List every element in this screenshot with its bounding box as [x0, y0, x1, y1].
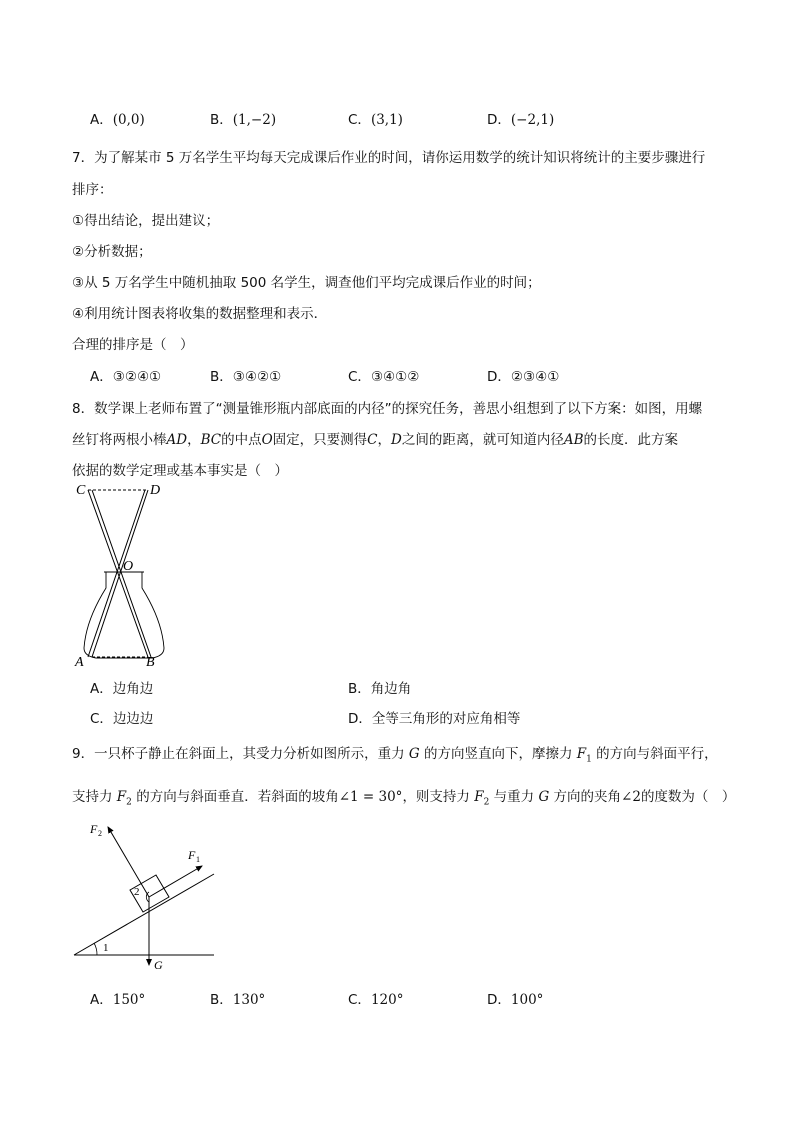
q8-stem-line3: 依据的数学定理或基本事实是（ ） — [72, 463, 288, 479]
q7-step-2: ②分析数据； — [72, 244, 152, 260]
angle-1-arc — [94, 943, 97, 955]
q9-stem-line2: 支持力 $F_2$ 的方向与斜面垂直．若斜面的坡角∠1 = 30°，则支持力 $F_2$ 与重力 G 方向的夹角∠2的度数为（ ） — [72, 789, 736, 808]
label-angle-2: 2 — [134, 886, 140, 898]
q8-option-b: B．角边角 — [348, 681, 412, 697]
q7-option-a: A．③②④① — [90, 369, 162, 385]
q8-stem-line2: 丝钉将两根小棒AD，BC的中点O固定，只要测得C，D之间的距离，就可知道内径AB的长度．此方案 — [72, 432, 679, 448]
q6-option-b: B．(1,−2) — [210, 112, 277, 128]
label-o: O — [123, 559, 134, 574]
q7-question: 合理的排序是（ ） — [72, 337, 194, 353]
q9-option-d: D．100° — [487, 992, 544, 1008]
q8-option-c: C．边边边 — [90, 711, 154, 727]
q9-stem-line1: 9．一只杯子静止在斜面上，其受力分析如图所示，重力 G 的方向竖直向下，摩擦力 $F_1$ 的方向与斜面平行， — [72, 746, 718, 765]
q8-option-d: D．全等三角形的对应角相等 — [348, 711, 521, 727]
flask-figure — [70, 480, 180, 670]
q6-option-a: A．(0,0) — [90, 112, 145, 128]
label-angle-1: 1 — [103, 942, 109, 954]
incline-line — [74, 874, 214, 955]
label-f2-sub: 2 — [98, 829, 102, 838]
label-f2: F — [90, 822, 98, 836]
label-f1: F — [188, 848, 196, 862]
q7-step-4: ④利用统计图表将收集的数据整理和表示． — [72, 306, 328, 322]
q8-option-a: A．边角边 — [90, 681, 154, 697]
label-c: C — [76, 483, 86, 498]
q7-option-b: B．③④②① — [210, 369, 282, 385]
incline-figure — [70, 815, 220, 975]
q7-stem-line2: 排序： — [72, 182, 113, 198]
q9-option-c: C．120° — [348, 992, 404, 1008]
q7-step-3: ③从 5 万名学生中随机抽取 500 名学生，调查他们平均完成课后作业的时间； — [72, 275, 541, 291]
label-g: G — [154, 958, 163, 972]
q6-option-d: D．(−2,1) — [487, 112, 555, 128]
label-f1-sub: 1 — [196, 855, 200, 864]
f1-arrow — [149, 866, 202, 897]
q9-option-b: B．130° — [210, 992, 266, 1008]
q6-option-c: C．(3,1) — [348, 112, 403, 128]
f2-arrow — [108, 827, 149, 897]
q7-option-c: C．③④①② — [348, 369, 420, 385]
q9-option-a: A．150° — [90, 992, 146, 1008]
label-b: B — [146, 655, 155, 670]
q7-step-1: ①得出结论，提出建议； — [72, 213, 220, 229]
q8-stem-line1: 8．数学课上老师布置了“测量锥形瓶内部底面的内径”的探究任务，善思小组想到了以下方案：如图，用螺 — [72, 401, 703, 417]
q7-option-d: D．②③④① — [487, 369, 560, 385]
q7-stem-line1: 7．为了解某市 5 万名学生平均每天完成课后作业的时间，请你运用数学的统计知识将统计的主要步骤进行 — [72, 150, 706, 166]
label-d: D — [150, 483, 161, 498]
label-a: A — [75, 655, 84, 670]
